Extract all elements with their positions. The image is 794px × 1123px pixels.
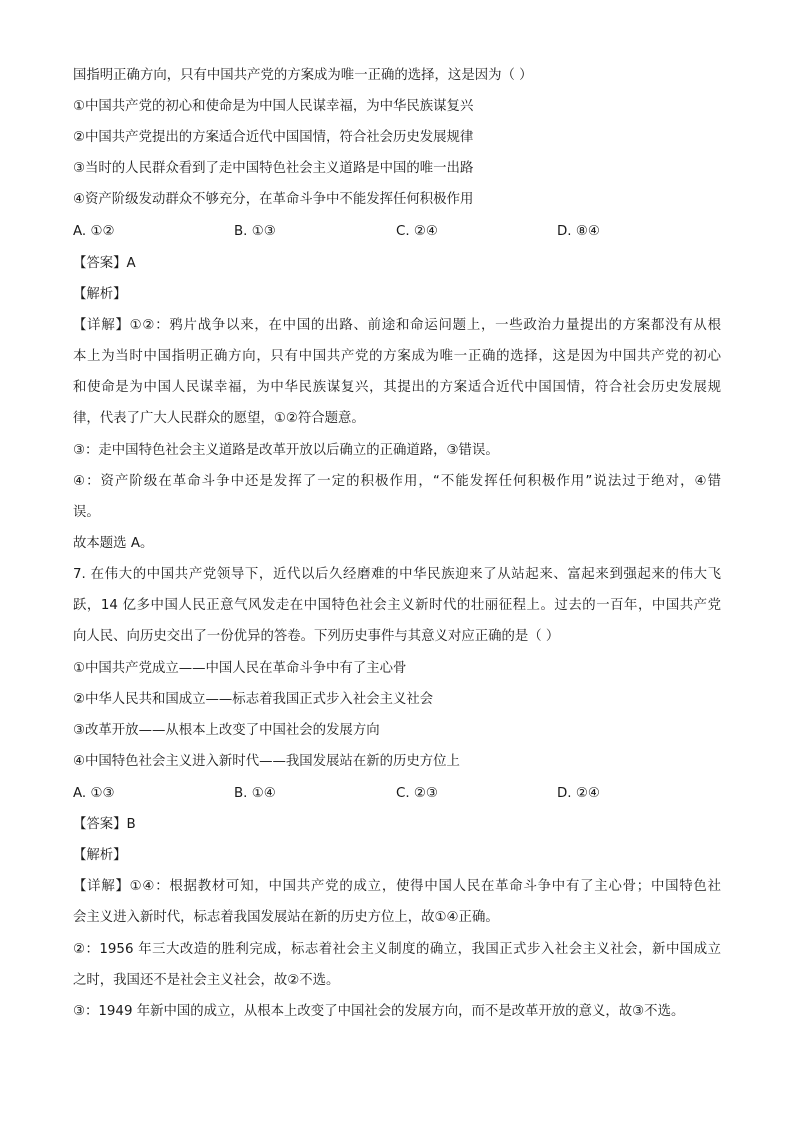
q6-analysis-heading: 【解析】 xyxy=(73,287,127,302)
q7-stem-line-2: 跃，14 亿多中国人民正意气风发走在中国特色社会主义新时代的壮丽征程上。过去的一百年，中国共产党 xyxy=(73,598,721,613)
q6-detail-line-7: 误。 xyxy=(73,505,100,520)
q6-stem-tail: 国指明正确方向，只有中国共产党的方案成为唯一正确的选择，这是因为（ ） xyxy=(73,68,533,83)
q6-item-1: ①中国共产党的初心和使命是为中国人民谋幸福，为中华民族谋复兴 xyxy=(73,99,474,114)
q7-stem-line-1: 7. 在伟大的中国共产党领导下，近代以后久经磨难的中华民族迎来了从站起来、富起来到强起来的伟大飞 xyxy=(73,567,721,582)
q7-option-d: D. ②④ xyxy=(557,786,600,801)
q6-detail-line-2: 本上为当时中国指明正确方向，只有中国共产党的方案成为唯一正确的选择，这是因为中国共产党的初心 xyxy=(73,349,721,364)
q7-option-c: C. ②③ xyxy=(396,786,438,801)
q7-item-1: ①中国共产党成立——中国人民在革命斗争中有了主心骨 xyxy=(73,661,407,676)
q7-stem-line-3: 向人民、向历史交出了一份优异的答卷。下列历史事件与其意义对应正确的是（ ） xyxy=(73,629,560,644)
q6-detail-line-6: ④：资产阶级在革命斗争中还是发挥了一定的积极作用，“不能发挥任何积极作用”说法过于绝对，④错 xyxy=(73,474,721,489)
q7-answer: 【答案】B xyxy=(73,817,136,832)
q6-option-d: D. ⑧④ xyxy=(557,224,600,239)
q6-option-c: C. ②④ xyxy=(396,224,438,239)
q7-item-4: ④中国特色社会主义进入新时代——我国发展站在新的历史方位上 xyxy=(73,754,460,769)
q6-item-3: ③当时的人民群众看到了走中国特色社会主义道路是中国的唯一出路 xyxy=(73,161,474,176)
q7-detail-line-2: 会主义进入新时代，标志着我国发展站在新的历史方位上，故①④正确。 xyxy=(73,910,499,925)
q6-detail-line-5: ③：走中国特色社会主义道路是改革开放以后确立的正确道路，③错误。 xyxy=(73,443,499,458)
q6-option-b: B. ①③ xyxy=(234,224,276,239)
q6-detail-line-3: 和使命是为中国人民谋幸福，为中华民族谋复兴，其提出的方案适合近代中国国情，符合社会历史发展规 xyxy=(73,380,721,395)
q7-option-b: B. ①④ xyxy=(234,786,276,801)
q7-item-3: ③改革开放——从根本上改变了中国社会的发展方向 xyxy=(73,723,380,738)
q6-item-2: ②中国共产党提出的方案适合近代中国国情，符合社会历史发展规律 xyxy=(73,130,474,145)
q6-answer: 【答案】A xyxy=(73,256,136,271)
q6-detail-line-1: 【详解】①②：鸦片战争以来，在中国的出路、前途和命运问题上，一些政治力量提出的方案都没有从根 xyxy=(73,318,721,333)
q6-detail-line-4: 律，代表了广大人民群众的愿望，①②符合题意。 xyxy=(73,411,365,426)
q7-detail-line-4: 之时，我国还不是社会主义社会，故②不选。 xyxy=(73,973,340,988)
q6-option-a: A. ①② xyxy=(73,224,115,239)
q7-detail-line-5: ③：1949 年新中国的成立，从根本上改变了中国社会的发展方向，而不是改革开放的意义，故③不选。 xyxy=(73,1004,685,1019)
q7-detail-line-3: ②：1956 年三大改造的胜利完成，标志着社会主义制度的确立，我国正式步入社会主义社会，新中国成立 xyxy=(73,942,721,957)
q7-analysis-heading: 【解析】 xyxy=(73,848,127,863)
q6-item-4: ④资产阶级发动群众不够充分，在革命斗争中不能发挥任何积极作用 xyxy=(73,192,474,207)
q7-option-a: A. ①③ xyxy=(73,786,115,801)
q7-detail-line-1: 【详解】①④：根据教材可知，中国共产党的成立，使得中国人民在革命斗争中有了主心骨；中国特色社 xyxy=(73,879,721,894)
q6-conclusion: 故本题选 A。 xyxy=(73,536,154,551)
q7-item-2: ②中华人民共和国成立——标志着我国正式步入社会主义社会 xyxy=(73,692,434,707)
